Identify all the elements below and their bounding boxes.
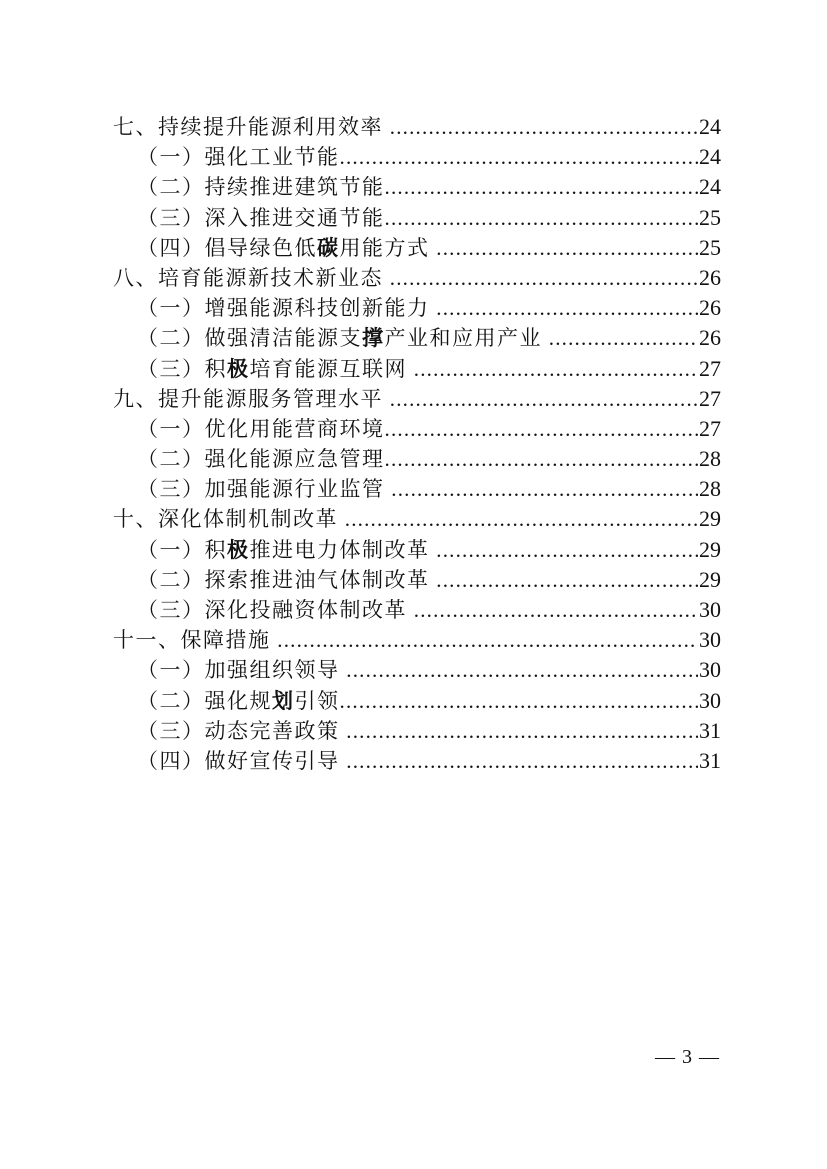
toc-entry-title: 八、培育能源新技术新业态 [113,265,390,290]
toc-entry [113,233,721,263]
toc-entry-title: （三）动态完善政策 [137,718,347,743]
toc-entry-title: （三）加强能源行业监管 [137,477,392,502]
toc-entry [113,172,721,202]
page-number: — 3 — [655,1046,720,1068]
toc-entry-page: 26 [699,295,721,321]
toc-dot-leader [346,716,698,746]
toc-dot-leader [390,112,698,142]
toc-entry-page: 24 [699,114,721,139]
toc-dot-leader [390,263,698,293]
toc-entry-title: （一）优化用能营商环境 [137,416,385,441]
table-of-contents [113,112,721,776]
toc-dot-leader [436,535,698,565]
toc-entry [113,686,721,716]
toc-dot-leader [385,172,699,202]
toc-entry-title: （一）强化工业节能 [137,145,340,170]
toc-dot-leader [346,746,698,776]
toc-entry-title: （二）强化能源应急管理 [137,447,385,472]
toc-entry-title: （三）深化投融资体制改革 [137,598,414,622]
toc-entry-page: 30 [699,627,721,653]
toc-dot-leader [436,293,698,323]
toc-entry-page: 27 [699,415,721,441]
toc-entry [113,384,721,414]
toc-entry [113,354,721,384]
toc-entry-title: 九、提升能源服务管理水平 [113,386,390,411]
toc-entry-page: 30 [699,657,721,683]
toc-entry-title: 十、深化体制机制改革 [113,507,345,532]
toc-entry [113,716,721,746]
toc-entry [113,595,721,625]
toc-dot-leader [436,233,698,263]
toc-entry [113,112,721,142]
toc-entry [113,535,721,565]
toc-dot-leader [385,203,699,233]
toc-entry-title: （二）持续推进建筑节能 [137,175,385,200]
toc-entry-title: （二）强化规划引领 [137,688,340,713]
toc-entry [113,293,721,323]
page-footer [655,1046,720,1069]
toc-dot-leader [385,444,699,474]
toc-entry-page: 29 [699,506,721,532]
toc-entry [113,142,721,172]
toc-entry-page: 28 [699,446,721,472]
toc-entry-title: （四）做好宣传引导 [137,748,347,773]
toc-dot-leader [340,142,699,172]
toc-entry [113,625,721,655]
toc-entry [113,203,721,233]
toc-dot-leader [390,384,698,414]
toc-entry-title: （二）探索推进油气体制改革 [137,567,437,592]
toc-entry-page: 27 [699,385,721,411]
toc-dot-leader [436,565,698,595]
toc-dot-leader [385,414,699,444]
toc-dot-leader [414,354,698,384]
toc-dot-leader [549,323,698,353]
toc-entry-page: 28 [699,476,721,502]
toc-dot-leader [340,686,699,716]
toc-entry-page: 25 [699,234,721,260]
toc-entry-page: 29 [699,536,721,562]
toc-entry [113,565,721,595]
toc-entry-page: 26 [699,264,721,290]
toc-dot-leader [414,595,698,625]
toc-dot-leader [346,655,698,685]
toc-entry-title: （一）积极推进电力体制改革 [137,537,437,562]
toc-entry-page: 25 [699,204,721,230]
toc-dot-leader [277,625,698,655]
toc-entry [113,414,721,444]
toc-entry [113,655,721,685]
toc-entry-page: 24 [699,144,721,170]
toc-dot-leader [391,474,698,504]
toc-entry-page: 29 [699,566,721,592]
toc-entry-page: 31 [699,717,721,743]
toc-entry [113,444,721,474]
toc-entry-page: 30 [699,597,721,622]
toc-dot-leader [345,504,698,534]
toc-entry-title: 七、持续提升能源利用效率 [113,115,390,139]
toc-entry-title: （三）深入推进交通节能 [137,205,385,230]
toc-entry [113,504,721,534]
toc-entry-page: 31 [699,747,721,773]
toc-entry-title: （一）加强组织领导 [137,658,347,683]
toc-entry-title: （三）积极培育能源互联网 [137,356,414,381]
toc-entry-page: 26 [699,325,721,351]
toc-entry-page: 24 [699,174,721,200]
toc-entry [113,263,721,293]
toc-entry [113,746,721,776]
toc-entry-page: 30 [699,687,721,713]
toc-entry-title: （一）增强能源科技创新能力 [137,296,437,321]
toc-entry [113,474,721,504]
toc-entry-title: （四）倡导绿色低碳用能方式 [137,235,437,260]
toc-entry [113,323,721,353]
toc-entry-page: 27 [699,355,721,381]
toc-entry-title: （二）做强清洁能源支撑产业和应用产业 [137,326,549,351]
toc-entry-title: 十一、保障措施 [113,628,278,653]
